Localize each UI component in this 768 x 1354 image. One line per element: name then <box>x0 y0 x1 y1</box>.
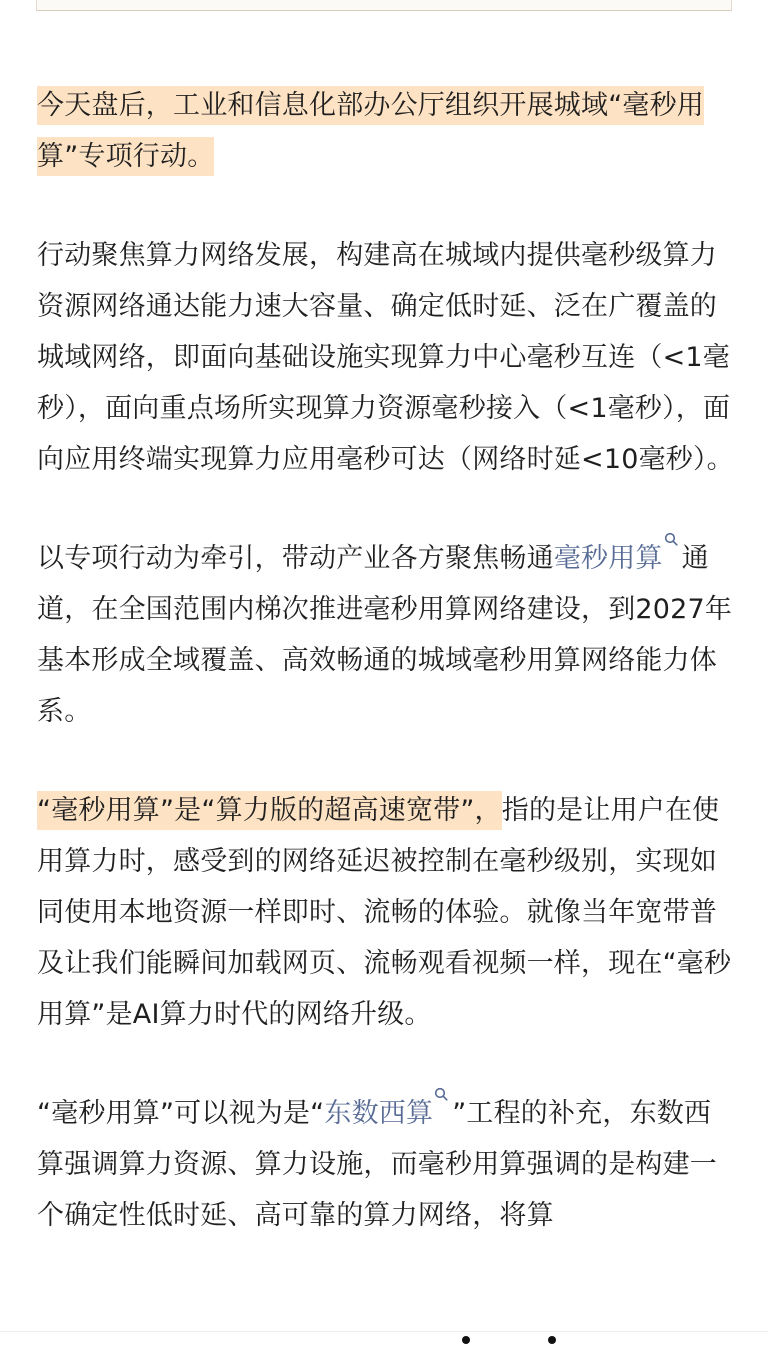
keyword-link[interactable]: 毫秒用算 <box>553 543 663 574</box>
paragraph-text: ”工程的补充，东数西算强调算力资源、算力设施，而毫秒用算强调的是构建一个确定性低时延、高可靠的算力网络，将算 <box>37 1098 717 1231</box>
highlighted-text: “毫秒用算”是“算力版的超高速宽带”， <box>37 791 502 830</box>
paragraph-text: 以专项行动为牵引，带动产业各方聚焦畅通 <box>37 543 554 574</box>
paragraph-4 <box>37 785 737 1040</box>
paragraph-5 <box>37 1088 737 1241</box>
quote-box-bottom-edge <box>36 0 732 11</box>
article-body <box>37 80 737 1289</box>
toolbar-icon[interactable] <box>462 1336 470 1344</box>
search-icon[interactable] <box>434 1086 449 1106</box>
toolbar-icon[interactable] <box>548 1336 556 1344</box>
highlighted-text: 今天盘后，工业和信息化部办公厅组织开展城域“毫秒用算”专项行动。 <box>37 86 704 176</box>
paragraph-text: 通道，在全国范围内梯次推进毫秒用算网络建设，到2027年基本形成全域覆盖、高效畅通的城域毫秒用算网络能力体系。 <box>37 543 733 727</box>
paragraph-2: 行动聚焦算力网络发展，构建高在城域内提供毫秒级算力资源网络通达能力速大容量、确定低时延、泛在广覆盖的城域网络，即面向基础设施实现算力中心毫秒互连（<1毫秒），面向重点场所实现算力资源毫秒接入（<1毫秒），面向应用终端实现算力应用毫秒可达（网络时延<10毫秒）。 <box>37 240 734 475</box>
paragraph-text: “毫秒用算”可以视为是“ <box>37 1098 325 1129</box>
paragraph-text: 指的是让用户在使用算力时，感受到的网络延迟被控制在毫秒级别，实现如同使用本地资源一样即时、流畅的体验。就像当年宽带普及让我们能瞬间加载网页、流畅观看视频一样，现在“毫秒用算”是AI算力时代的网络升级。 <box>37 795 732 1030</box>
keyword-link[interactable]: 东数西算 <box>324 1098 434 1129</box>
bottom-toolbar <box>0 1331 768 1354</box>
paragraph-1 <box>37 80 737 182</box>
search-icon[interactable] <box>664 531 679 551</box>
paragraph-3 <box>37 533 737 737</box>
